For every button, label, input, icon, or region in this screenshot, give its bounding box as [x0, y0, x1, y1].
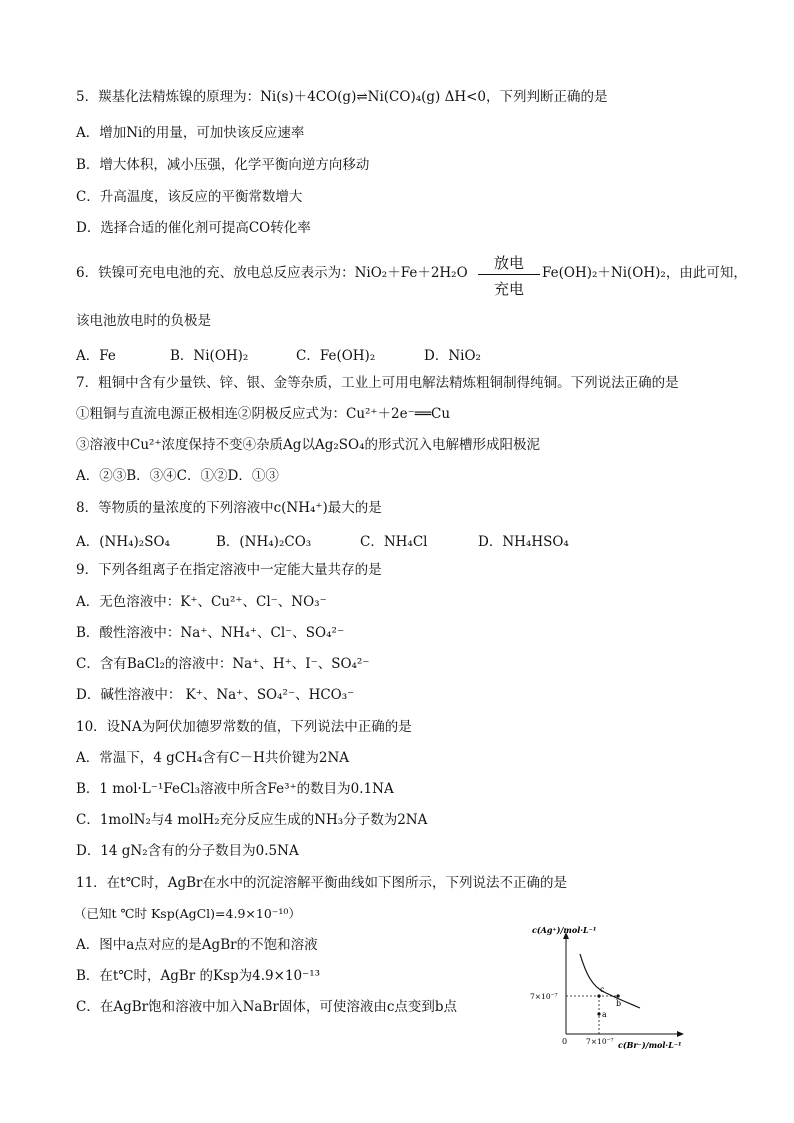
q9-option-b: B．酸性溶液中：Na⁺、NH₄⁺、Cl⁻、SO₄²⁻ — [76, 625, 345, 641]
q7-statement-1-2: ①粗铜与直流电源正极相连②阴极反应式为：Cu²⁺＋2e⁻══Cu — [76, 406, 451, 422]
point-a-dot — [597, 1012, 600, 1015]
q6-option-a: A．Fe — [76, 348, 116, 364]
point-b-dot — [616, 994, 619, 997]
q6-stem-left: 6．铁镍可充电电池的充、放电总反应表示为：NiO₂＋Fe＋2H₂O — [76, 265, 468, 281]
x-axis-label: c(Br⁻)/mol·L⁻¹ — [618, 1040, 682, 1050]
q5-stem: 5．羰基化法精炼镍的原理为：Ni(s)＋4CO(g)⇌Ni(CO)₄(g) ΔH<0，下列判断正确的是 — [76, 89, 608, 105]
q11-option-b: B．在t℃时，AgBr 的Ksp为4.9×10⁻¹³ — [76, 968, 321, 984]
q6-arrow-top-label: 放电 — [493, 254, 524, 272]
q6-arrow-bottom-label: 充电 — [493, 280, 524, 298]
q9-option-d: D．碱性溶液中： K⁺、Na⁺、SO₄²⁻、HCO₃⁻ — [76, 687, 355, 703]
y-tick-label: 7×10⁻⁷ — [530, 992, 558, 1001]
q5-option-a: A．增加Ni的用量，可加快该反应速率 — [76, 125, 305, 141]
q5-option-d: D．选择合适的催化剂可提高CO转化率 — [76, 220, 311, 236]
q6-option-d: D．NiO₂ — [424, 348, 481, 364]
q5-option-b: B．增大体积，减小压强，化学平衡向逆方向移动 — [76, 157, 370, 173]
q8-option-c: C．NH₄Cl — [360, 534, 428, 550]
q8-option-a: A．(NH₄)₂SO₄ — [76, 534, 170, 550]
q8-options — [76, 530, 569, 550]
x-axis-arrow — [677, 1031, 684, 1037]
q7-options: A．②③B．③④C．①②D．①③ — [76, 468, 279, 484]
q10-option-a: A．常温下，4 gCH₄含有C－H共价键为2NA — [76, 750, 350, 766]
solubility-curve-graph — [520, 922, 700, 1052]
y-axis-label: c(Ag⁺)/mol·L⁻¹ — [532, 925, 597, 935]
q11-note: （已知t ℃时 Ksp(AgCl)=4.9×10⁻¹⁰） — [74, 906, 301, 921]
q6-reaction-arrow — [478, 252, 540, 298]
q6-option-c: C．Fe(OH)₂ — [296, 348, 376, 364]
x-tick-label: 7×10⁻⁷ — [586, 1037, 614, 1046]
q8-option-d: D．NH₄HSO₄ — [478, 534, 569, 550]
q6-options — [76, 344, 481, 364]
graph-svg — [520, 922, 700, 1052]
point-a-label: a — [602, 1010, 607, 1019]
point-c-dot — [597, 994, 600, 997]
q9-option-a: A．无色溶液中：K⁺、Cu²⁺、Cl⁻、NO₃⁻ — [76, 594, 327, 610]
q11-option-c: C．在AgBr饱和溶液中加入NaBr固体，可使溶液由c点变到b点 — [76, 999, 458, 1015]
q10-stem: 10．设NA为阿伏加德罗常数的值，下列说法中正确的是 — [76, 719, 412, 735]
q11-option-a: A．图中a点对应的是AgBr的不饱和溶液 — [76, 937, 318, 953]
q9-stem: 9．下列各组离子在指定溶液中一定能大量共存的是 — [76, 562, 382, 578]
q6-stem-right: Fe(OH)₂＋Ni(OH)₂，由此可知， — [542, 265, 747, 281]
q11-stem: 11．在t℃时，AgBr在水中的沉淀溶解平衡曲线如下图所示，下列说法不正确的是 — [76, 875, 567, 891]
origin-label: 0 — [562, 1037, 568, 1046]
point-b-label: b — [616, 999, 622, 1008]
q5-option-c: C．升高温度，该反应的平衡常数增大 — [76, 189, 303, 205]
q10-option-b: B．1 mol·L⁻¹FeCl₃溶液中所含Fe³⁺的数目为0.1NA — [76, 781, 394, 797]
q6-option-b: B．Ni(OH)₂ — [170, 348, 249, 364]
q6-arrow-bar — [478, 274, 540, 275]
q7-statement-3-4: ③溶液中Cu²⁺浓度保持不变④杂质Ag以Ag₂SO₄的形式沉入电解槽形成阳极泥 — [76, 437, 540, 453]
q9-option-c: C．含有BaCl₂的溶液中：Na⁺、H⁺、I⁻、SO₄²⁻ — [76, 656, 370, 672]
q10-option-c: C．1molN₂与4 molH₂充分反应生成的NH₃分子数为2NA — [76, 812, 428, 828]
point-c-label: c — [600, 985, 605, 994]
q7-stem: 7．粗铜中含有少量铁、锌、银、金等杂质，工业上可用电解法精炼粗铜制得纯铜。下列说法正确的是 — [76, 375, 679, 391]
q6-stem-line2: 该电池放电时的负极是 — [76, 313, 211, 329]
q8-stem: 8．等物质的量浓度的下列溶液中c(NH₄⁺)最大的是 — [76, 500, 382, 516]
q8-option-b: B．(NH₄)₂CO₃ — [216, 534, 312, 550]
q10-option-d: D．14 gN₂含有的分子数目为0.5NA — [76, 843, 299, 859]
equilibrium-curve — [580, 954, 640, 1008]
